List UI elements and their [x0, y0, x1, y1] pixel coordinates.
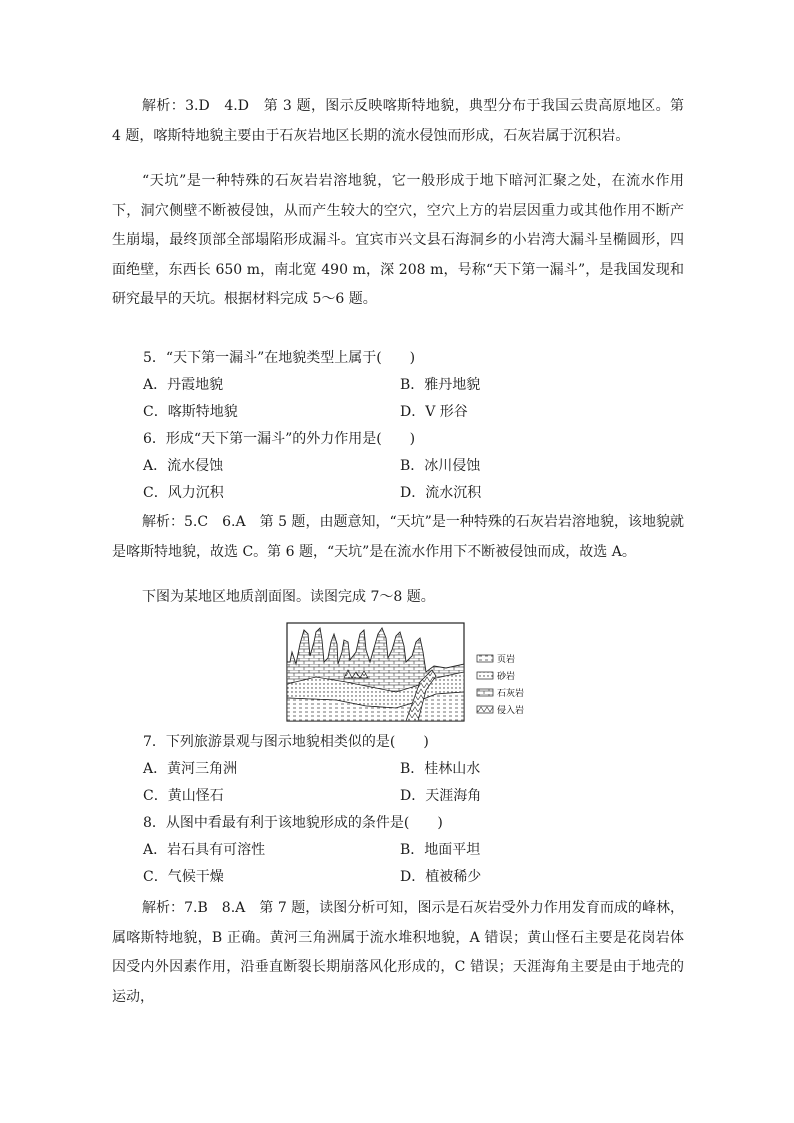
shale-legend-swatch: [477, 655, 493, 662]
limestone-legend-swatch: [477, 689, 493, 696]
sandstone-legend-swatch: [477, 672, 493, 679]
question-5-option-b: B．雅丹地貌: [400, 377, 481, 393]
legend-sandstone-label: 砂岩: [497, 672, 516, 682]
answer-explanation-7-8: 解析：7.B 8.A 第 7 题，读图分析可知，图示是石灰岩受外力作用发育而成的峰林，属喀斯特地貌，B 正确。黄河三角洲属于流水堆积地貌，A 错误；黄山怪石主要是花岗岩体因受内外因素作用，沿垂直断裂长期崩落风化形成的，C 错误；天涯海角主要是由于地壳的运动，: [112, 900, 684, 1005]
question-7-option-c: C．黄山怪石: [143, 788, 224, 804]
question-5-stem: 5．“天下第一漏斗”在地貌类型上属于( ): [143, 350, 416, 366]
geologic-profile-figure: [286, 622, 536, 722]
geologic-profile-diagram: [286, 622, 536, 722]
question-6-stem: 6．形成“天下第一漏斗”的外力作用是( ): [143, 431, 416, 447]
question-7-option-b: B．桂林山水: [400, 761, 481, 777]
question-8-stem: 8．从图中看最有利于该地貌形成的条件是( ): [143, 815, 443, 831]
question-6-option-b: B．冰川侵蚀: [400, 458, 481, 474]
question-6-option-c: C．风力沉积: [143, 485, 224, 501]
legend-shale-label: 页岩: [497, 655, 516, 665]
question-8-option-b: B．地面平坦: [400, 842, 481, 858]
question-8-option-d: D．植被稀少: [400, 869, 482, 885]
question-8-option-c: C．气候干燥: [143, 869, 224, 885]
question-8-option-a: A．岩石具有可溶性: [143, 842, 266, 858]
material-paragraph: “天坑”是一种特殊的石灰岩岩溶地貌，它一般形成于地下暗河汇聚之处，在流水作用下，洞穴侧壁不断被侵蚀，从而产生较大的空穴，空穴上方的岩层因重力或其他作用不断产生崩塌，最终顶部全部塌陷形成漏斗。宜宾市兴文县石海洞乡的小岩湾大漏斗呈椭圆形，四面绝壁，东西长 650 m，南北宽 490 m，深 208 m，号称“天下第一漏斗”，是我国发现和研究最早的天坑。根据材料完成 5～6 题。: [112, 173, 684, 307]
question-5-option-c: C．喀斯特地貌: [143, 404, 238, 420]
figure-intro: 下图为某地区地质剖面图。读图完成 7～8 题。: [142, 589, 435, 605]
question-7-option-d: D．天涯海角: [400, 788, 482, 804]
legend-limestone-label: 石灰岩: [497, 689, 525, 699]
answer-explanation-5-6: 解析：5.C 6.A 第 5 题，由题意知，“天坑”是一种特殊的石灰岩岩溶地貌，该地貌就是喀斯特地貌，故选 C。第 6 题，“天坑”是在流水作用下不断被侵蚀而成，故选 A。: [112, 514, 684, 560]
question-6-option-a: A．流水侵蚀: [143, 458, 224, 474]
question-5-option-a: A．丹霞地貌: [143, 377, 224, 393]
intrusive-legend-swatch: [477, 706, 493, 713]
question-5-option-d: D．V 形谷: [400, 404, 468, 420]
answer-explanation-3-4: 解析：3.D 4.D 第 3 题，图示反映喀斯特地貌，典型分布于我国云贵高原地区。第 4 题，喀斯特地貌主要由于石灰岩地区长期的流水侵蚀而形成，石灰岩属于沉积岩。: [112, 98, 684, 144]
question-7-option-a: A．黄河三角洲: [143, 761, 238, 777]
question-7-stem: 7．下列旅游景观与图示地貌相类似的是( ): [143, 734, 429, 750]
legend-intrusive-label: 侵入岩: [497, 706, 525, 716]
question-6-option-d: D．流水沉积: [400, 485, 482, 501]
